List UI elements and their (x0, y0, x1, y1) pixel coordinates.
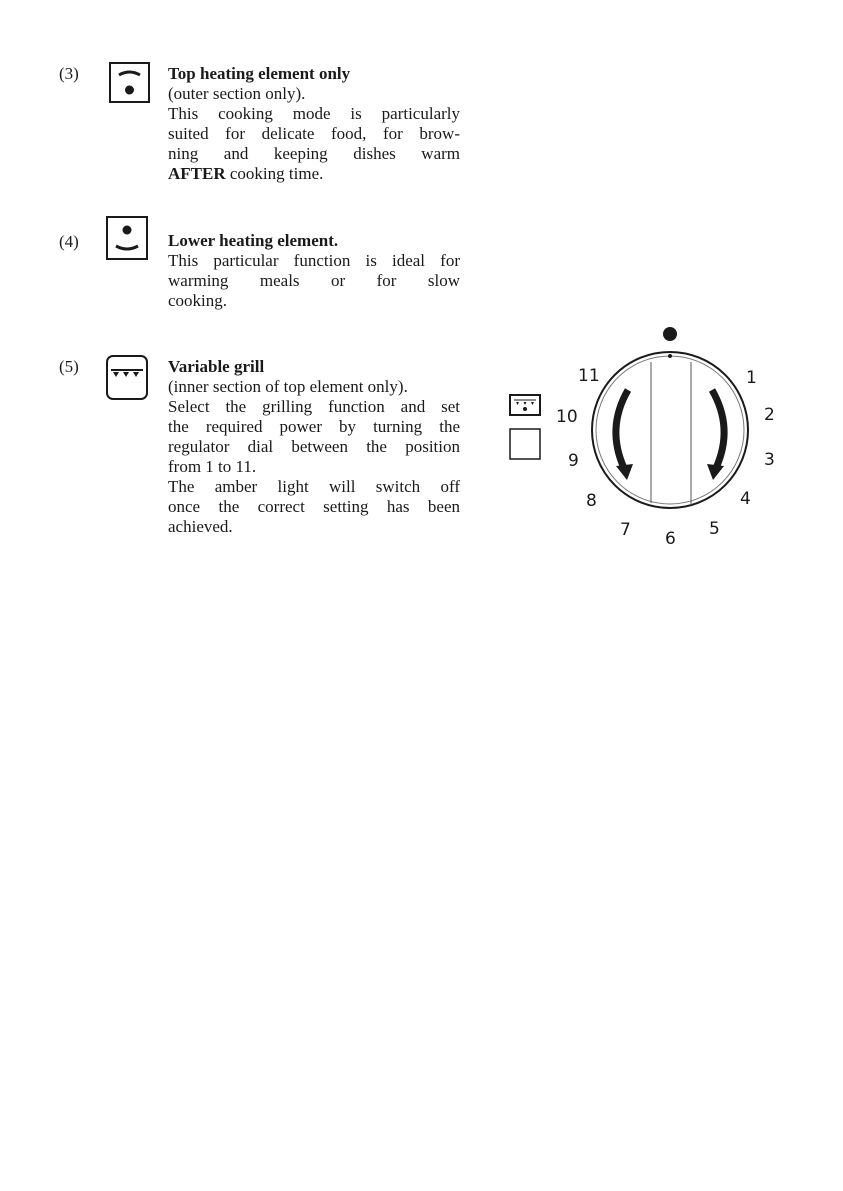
section-title: Lower heating element. (168, 231, 339, 250)
dial-number-11: 11 (578, 366, 600, 386)
emphasis-word: AFTER (168, 164, 226, 183)
dial-number-3: 3 (764, 450, 775, 470)
dial-number-6: 6 (665, 529, 676, 549)
dial-number-8: 8 (586, 491, 597, 511)
text-line: The amber light will switch off (168, 477, 460, 496)
text-line: from 1 to 11. (168, 457, 257, 476)
text-line: the required power by turning the (168, 417, 460, 436)
section-title: Top heating element only (168, 64, 351, 83)
text-line: (inner section of top element only). (168, 377, 408, 396)
section-number: (5) (59, 357, 79, 376)
rotate-right-arrow-icon (707, 390, 724, 480)
top-heating-element-icon (109, 62, 150, 103)
lower-heating-element-icon (106, 216, 148, 260)
text-line: warming meals or for slow (168, 271, 460, 290)
text-line: suited for delicate food, for brow- (168, 124, 460, 143)
text-line: (outer section only). (168, 84, 306, 103)
text-line (168, 164, 460, 184)
text-line: achieved. (168, 517, 233, 536)
empty-square-icon (510, 429, 540, 459)
section-text (168, 64, 460, 184)
dial-number-7: 7 (620, 520, 631, 540)
section-text (168, 357, 460, 537)
text-line: once the correct setting has been (168, 497, 460, 516)
text-line: This particular function is ideal for (168, 251, 460, 270)
text-line: cooking. (168, 291, 228, 310)
text-line: ning and keeping dishes warm (168, 144, 460, 163)
text-line: Select the grilling function and set (168, 397, 460, 416)
dial-number-9: 9 (568, 451, 579, 471)
text-line: This cooking mode is particularly (168, 104, 460, 123)
rotate-left-arrow-icon (616, 390, 633, 480)
section-number: (3) (59, 64, 79, 83)
section-title: Variable grill (168, 357, 265, 376)
grill-symbol-icon (510, 395, 540, 415)
dial-number-2: 2 (764, 405, 775, 425)
dial-number-5: 5 (709, 519, 720, 539)
dial-number-4: 4 (740, 489, 751, 509)
dial-svg (500, 318, 800, 558)
section-text (168, 231, 460, 311)
text-line: regulator dial between the position (168, 437, 460, 456)
variable-grill-icon (106, 355, 148, 400)
regulator-dial-diagram (500, 318, 800, 563)
section-number: (4) (59, 232, 79, 251)
dial-number-1: 1 (746, 368, 757, 388)
dial-knob-icon (663, 327, 677, 341)
position-dot-icon (668, 354, 672, 358)
dial-number-10: 10 (556, 407, 578, 427)
text-fragment: cooking time. (225, 164, 324, 183)
